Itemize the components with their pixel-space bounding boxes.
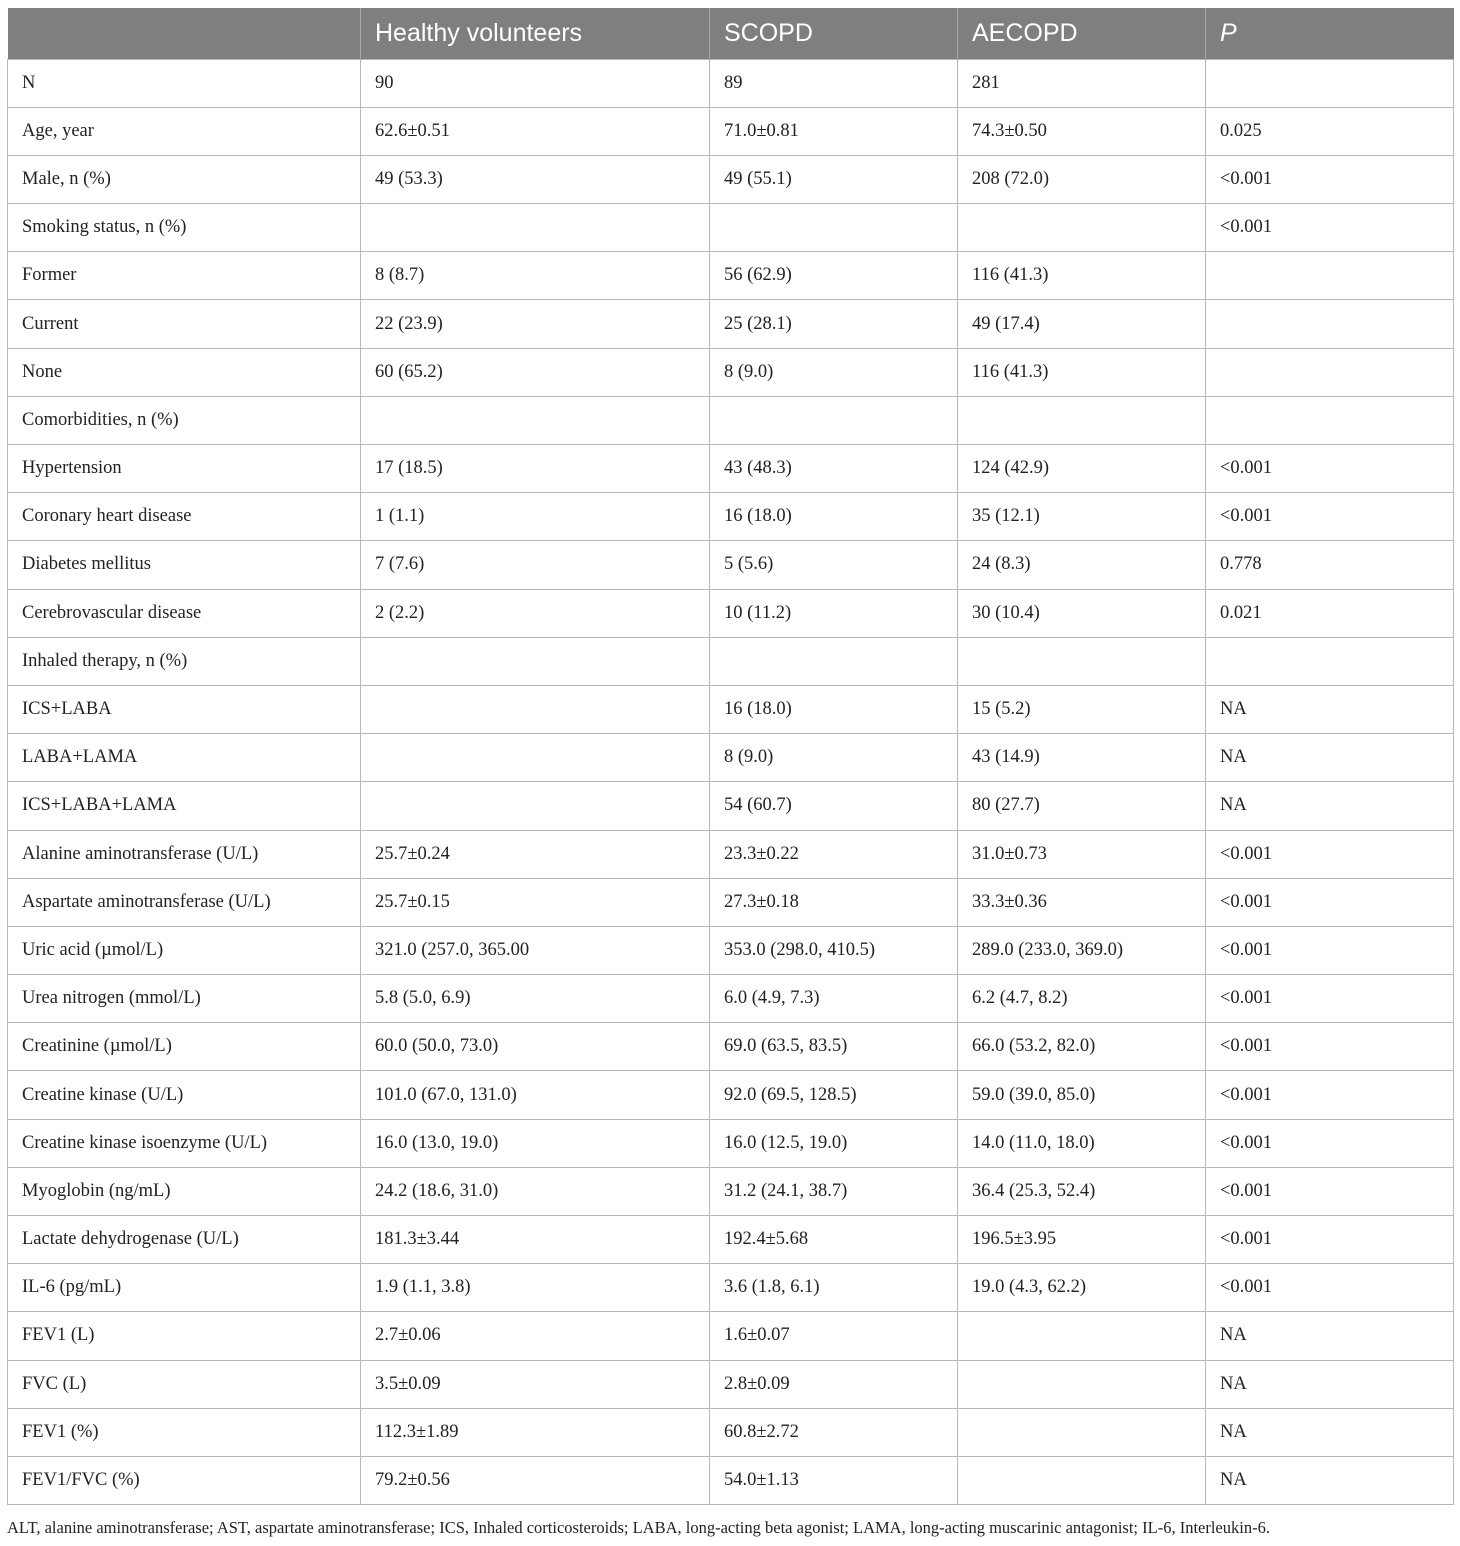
healthy-volunteers-cell: 2.7±0.06 bbox=[361, 1312, 710, 1360]
p-value-cell: <0.001 bbox=[1206, 155, 1454, 203]
p-value-cell: <0.001 bbox=[1206, 1167, 1454, 1215]
table-row bbox=[8, 830, 1454, 878]
aecopd-cell: 15 (5.2) bbox=[958, 685, 1206, 733]
scopd-cell: 92.0 (69.5, 128.5) bbox=[710, 1071, 958, 1119]
row-label-cell: Creatine kinase (U/L) bbox=[8, 1071, 361, 1119]
table-row bbox=[8, 300, 1454, 348]
row-label-cell: Former bbox=[8, 252, 361, 300]
aecopd-cell: 6.2 (4.7, 8.2) bbox=[958, 975, 1206, 1023]
scopd-cell: 353.0 (298.0, 410.5) bbox=[710, 926, 958, 974]
scopd-cell: 69.0 (63.5, 83.5) bbox=[710, 1023, 958, 1071]
healthy-volunteers-cell: 90 bbox=[361, 59, 710, 107]
aecopd-cell: 49 (17.4) bbox=[958, 300, 1206, 348]
table-row bbox=[8, 445, 1454, 493]
table-row bbox=[8, 782, 1454, 830]
p-value-cell: <0.001 bbox=[1206, 926, 1454, 974]
aecopd-cell: 33.3±0.36 bbox=[958, 878, 1206, 926]
data-table-container bbox=[7, 8, 1453, 1505]
scopd-cell: 56 (62.9) bbox=[710, 252, 958, 300]
scopd-cell: 23.3±0.22 bbox=[710, 830, 958, 878]
row-label-cell: Inhaled therapy, n (%) bbox=[8, 637, 361, 685]
p-value-cell: <0.001 bbox=[1206, 493, 1454, 541]
p-value-cell: NA bbox=[1206, 685, 1454, 733]
scopd-cell: 16 (18.0) bbox=[710, 493, 958, 541]
row-label-cell: Male, n (%) bbox=[8, 155, 361, 203]
p-value-cell bbox=[1206, 396, 1454, 444]
p-value-cell: <0.001 bbox=[1206, 204, 1454, 252]
healthy-volunteers-cell: 101.0 (67.0, 131.0) bbox=[361, 1071, 710, 1119]
scopd-cell: 6.0 (4.9, 7.3) bbox=[710, 975, 958, 1023]
healthy-volunteers-cell bbox=[361, 637, 710, 685]
aecopd-cell: 74.3±0.50 bbox=[958, 107, 1206, 155]
p-value-cell: NA bbox=[1206, 1312, 1454, 1360]
header-row bbox=[8, 8, 1454, 59]
scopd-cell: 192.4±5.68 bbox=[710, 1216, 958, 1264]
aecopd-cell bbox=[958, 637, 1206, 685]
scopd-cell: 31.2 (24.1, 38.7) bbox=[710, 1167, 958, 1215]
aecopd-cell: 31.0±0.73 bbox=[958, 830, 1206, 878]
row-label-cell: LABA+LAMA bbox=[8, 734, 361, 782]
row-label-cell: FVC (L) bbox=[8, 1360, 361, 1408]
p-value-cell: <0.001 bbox=[1206, 1071, 1454, 1119]
healthy-volunteers-cell: 5.8 (5.0, 6.9) bbox=[361, 975, 710, 1023]
healthy-volunteers-cell: 181.3±3.44 bbox=[361, 1216, 710, 1264]
healthy-volunteers-cell: 16.0 (13.0, 19.0) bbox=[361, 1119, 710, 1167]
p-value-cell: NA bbox=[1206, 1456, 1454, 1504]
p-value-cell: NA bbox=[1206, 734, 1454, 782]
table-row bbox=[8, 637, 1454, 685]
aecopd-cell: 59.0 (39.0, 85.0) bbox=[958, 1071, 1206, 1119]
scopd-cell: 54 (60.7) bbox=[710, 782, 958, 830]
healthy-volunteers-cell bbox=[361, 734, 710, 782]
healthy-volunteers-cell: 1.9 (1.1, 3.8) bbox=[361, 1264, 710, 1312]
table-row bbox=[8, 1408, 1454, 1456]
scopd-cell: 10 (11.2) bbox=[710, 589, 958, 637]
aecopd-cell: 66.0 (53.2, 82.0) bbox=[958, 1023, 1206, 1071]
table-row bbox=[8, 1456, 1454, 1504]
table-row bbox=[8, 396, 1454, 444]
scopd-cell: 49 (55.1) bbox=[710, 155, 958, 203]
healthy-volunteers-cell: 112.3±1.89 bbox=[361, 1408, 710, 1456]
p-value-cell: <0.001 bbox=[1206, 1119, 1454, 1167]
table-body bbox=[8, 59, 1454, 1505]
row-label-cell: Urea nitrogen (mmol/L) bbox=[8, 975, 361, 1023]
aecopd-cell: 24 (8.3) bbox=[958, 541, 1206, 589]
aecopd-cell bbox=[958, 204, 1206, 252]
scopd-cell: 3.6 (1.8, 6.1) bbox=[710, 1264, 958, 1312]
aecopd-cell: 208 (72.0) bbox=[958, 155, 1206, 203]
healthy-volunteers-cell: 321.0 (257.0, 365.00 bbox=[361, 926, 710, 974]
scopd-cell: 8 (9.0) bbox=[710, 348, 958, 396]
table-row bbox=[8, 1360, 1454, 1408]
scopd-cell: 8 (9.0) bbox=[710, 734, 958, 782]
table-row bbox=[8, 1216, 1454, 1264]
aecopd-cell: 116 (41.3) bbox=[958, 348, 1206, 396]
scopd-cell: 16.0 (12.5, 19.0) bbox=[710, 1119, 958, 1167]
table-row bbox=[8, 685, 1454, 733]
table-row bbox=[8, 1023, 1454, 1071]
row-label-cell: Creatinine (µmol/L) bbox=[8, 1023, 361, 1071]
p-value-cell bbox=[1206, 252, 1454, 300]
p-value-cell: <0.001 bbox=[1206, 445, 1454, 493]
p-value-cell: <0.001 bbox=[1206, 878, 1454, 926]
data-table bbox=[7, 8, 1454, 1505]
healthy-volunteers-cell: 62.6±0.51 bbox=[361, 107, 710, 155]
aecopd-cell: 289.0 (233.0, 369.0) bbox=[958, 926, 1206, 974]
table-row bbox=[8, 1312, 1454, 1360]
p-value-cell: <0.001 bbox=[1206, 1216, 1454, 1264]
healthy-volunteers-cell: 25.7±0.15 bbox=[361, 878, 710, 926]
table-row bbox=[8, 589, 1454, 637]
table-row bbox=[8, 926, 1454, 974]
row-label-cell: ICS+LABA bbox=[8, 685, 361, 733]
aecopd-cell: 124 (42.9) bbox=[958, 445, 1206, 493]
table-row bbox=[8, 107, 1454, 155]
healthy-volunteers-cell: 60 (65.2) bbox=[361, 348, 710, 396]
healthy-volunteers-cell: 7 (7.6) bbox=[361, 541, 710, 589]
table-row bbox=[8, 1264, 1454, 1312]
table-row bbox=[8, 541, 1454, 589]
scopd-cell bbox=[710, 204, 958, 252]
row-label-cell: Current bbox=[8, 300, 361, 348]
scopd-cell: 54.0±1.13 bbox=[710, 1456, 958, 1504]
table-row bbox=[8, 1071, 1454, 1119]
p-value-cell bbox=[1206, 637, 1454, 685]
healthy-volunteers-cell: 25.7±0.24 bbox=[361, 830, 710, 878]
row-label-cell: None bbox=[8, 348, 361, 396]
aecopd-cell: 14.0 (11.0, 18.0) bbox=[958, 1119, 1206, 1167]
scopd-header: SCOPD bbox=[710, 8, 958, 59]
table-row bbox=[8, 878, 1454, 926]
scopd-cell bbox=[710, 396, 958, 444]
healthy-volunteers-cell: 22 (23.9) bbox=[361, 300, 710, 348]
aecopd-cell: 30 (10.4) bbox=[958, 589, 1206, 637]
row-label-cell: FEV1 (L) bbox=[8, 1312, 361, 1360]
aecopd-cell: 36.4 (25.3, 52.4) bbox=[958, 1167, 1206, 1215]
healthy-volunteers-header: Healthy volunteers bbox=[361, 8, 710, 59]
row-label-cell: Aspartate aminotransferase (U/L) bbox=[8, 878, 361, 926]
aecopd-cell bbox=[958, 1360, 1206, 1408]
p-value-cell: NA bbox=[1206, 782, 1454, 830]
row-label-cell: Uric acid (µmol/L) bbox=[8, 926, 361, 974]
scopd-cell: 43 (48.3) bbox=[710, 445, 958, 493]
row-label-cell: Coronary heart disease bbox=[8, 493, 361, 541]
p-value-cell: NA bbox=[1206, 1360, 1454, 1408]
row-label-cell: Myoglobin (ng/mL) bbox=[8, 1167, 361, 1215]
p-value-cell: 0.778 bbox=[1206, 541, 1454, 589]
row-label-cell: Creatine kinase isoenzyme (U/L) bbox=[8, 1119, 361, 1167]
scopd-cell: 27.3±0.18 bbox=[710, 878, 958, 926]
aecopd-cell: 19.0 (4.3, 62.2) bbox=[958, 1264, 1206, 1312]
table-row bbox=[8, 493, 1454, 541]
healthy-volunteers-cell: 2 (2.2) bbox=[361, 589, 710, 637]
scopd-cell: 25 (28.1) bbox=[710, 300, 958, 348]
row-label-cell: ICS+LABA+LAMA bbox=[8, 782, 361, 830]
scopd-cell: 5 (5.6) bbox=[710, 541, 958, 589]
row-label-cell: IL-6 (pg/mL) bbox=[8, 1264, 361, 1312]
healthy-volunteers-cell: 17 (18.5) bbox=[361, 445, 710, 493]
row-label-cell: Diabetes mellitus bbox=[8, 541, 361, 589]
scopd-cell bbox=[710, 637, 958, 685]
healthy-volunteers-cell bbox=[361, 685, 710, 733]
row-label-cell: Lactate dehydrogenase (U/L) bbox=[8, 1216, 361, 1264]
row-label-header bbox=[8, 8, 361, 59]
aecopd-cell bbox=[958, 396, 1206, 444]
aecopd-cell: 281 bbox=[958, 59, 1206, 107]
healthy-volunteers-cell bbox=[361, 396, 710, 444]
p-value-cell: <0.001 bbox=[1206, 975, 1454, 1023]
healthy-volunteers-cell bbox=[361, 782, 710, 830]
table-row bbox=[8, 1167, 1454, 1215]
scopd-cell: 71.0±0.81 bbox=[710, 107, 958, 155]
p-value-header: P bbox=[1206, 8, 1454, 59]
p-value-cell bbox=[1206, 348, 1454, 396]
p-value-cell: <0.001 bbox=[1206, 1023, 1454, 1071]
healthy-volunteers-cell bbox=[361, 204, 710, 252]
table-row bbox=[8, 155, 1454, 203]
scopd-cell: 16 (18.0) bbox=[710, 685, 958, 733]
healthy-volunteers-cell: 79.2±0.56 bbox=[361, 1456, 710, 1504]
scopd-cell: 1.6±0.07 bbox=[710, 1312, 958, 1360]
aecopd-cell: 196.5±3.95 bbox=[958, 1216, 1206, 1264]
healthy-volunteers-cell: 1 (1.1) bbox=[361, 493, 710, 541]
p-value-cell bbox=[1206, 300, 1454, 348]
row-label-cell: N bbox=[8, 59, 361, 107]
aecopd-cell bbox=[958, 1312, 1206, 1360]
table-row bbox=[8, 204, 1454, 252]
p-value-cell: 0.021 bbox=[1206, 589, 1454, 637]
table-row bbox=[8, 975, 1454, 1023]
row-label-cell: Cerebrovascular disease bbox=[8, 589, 361, 637]
aecopd-cell: 43 (14.9) bbox=[958, 734, 1206, 782]
p-value-cell: <0.001 bbox=[1206, 830, 1454, 878]
scopd-cell: 89 bbox=[710, 59, 958, 107]
scopd-cell: 60.8±2.72 bbox=[710, 1408, 958, 1456]
aecopd-cell: 80 (27.7) bbox=[958, 782, 1206, 830]
p-value-cell: NA bbox=[1206, 1408, 1454, 1456]
aecopd-cell bbox=[958, 1408, 1206, 1456]
row-label-cell: Age, year bbox=[8, 107, 361, 155]
healthy-volunteers-cell: 49 (53.3) bbox=[361, 155, 710, 203]
healthy-volunteers-cell: 60.0 (50.0, 73.0) bbox=[361, 1023, 710, 1071]
aecopd-cell: 116 (41.3) bbox=[958, 252, 1206, 300]
table-row bbox=[8, 252, 1454, 300]
table-row bbox=[8, 734, 1454, 782]
p-value-cell: 0.025 bbox=[1206, 107, 1454, 155]
table-footnote: ALT, alanine aminotransferase; AST, aspartate aminotransferase; ICS, Inhaled corticosteroids; LABA, long-acting beta agonist; LAMA, long-acting muscarinic antagonist; IL-6, Interleukin-6. bbox=[7, 1518, 1270, 1537]
scopd-cell: 2.8±0.09 bbox=[710, 1360, 958, 1408]
aecopd-header: AECOPD bbox=[958, 8, 1206, 59]
table-row bbox=[8, 348, 1454, 396]
row-label-cell: FEV1 (%) bbox=[8, 1408, 361, 1456]
healthy-volunteers-cell: 24.2 (18.6, 31.0) bbox=[361, 1167, 710, 1215]
row-label-cell: Smoking status, n (%) bbox=[8, 204, 361, 252]
row-label-cell: Hypertension bbox=[8, 445, 361, 493]
table-row bbox=[8, 1119, 1454, 1167]
aecopd-cell bbox=[958, 1456, 1206, 1504]
p-value-cell bbox=[1206, 59, 1454, 107]
table-row bbox=[8, 59, 1454, 107]
row-label-cell: Alanine aminotransferase (U/L) bbox=[8, 830, 361, 878]
healthy-volunteers-cell: 8 (8.7) bbox=[361, 252, 710, 300]
row-label-cell: Comorbidities, n (%) bbox=[8, 396, 361, 444]
p-value-cell: <0.001 bbox=[1206, 1264, 1454, 1312]
aecopd-cell: 35 (12.1) bbox=[958, 493, 1206, 541]
row-label-cell: FEV1/FVC (%) bbox=[8, 1456, 361, 1504]
healthy-volunteers-cell: 3.5±0.09 bbox=[361, 1360, 710, 1408]
